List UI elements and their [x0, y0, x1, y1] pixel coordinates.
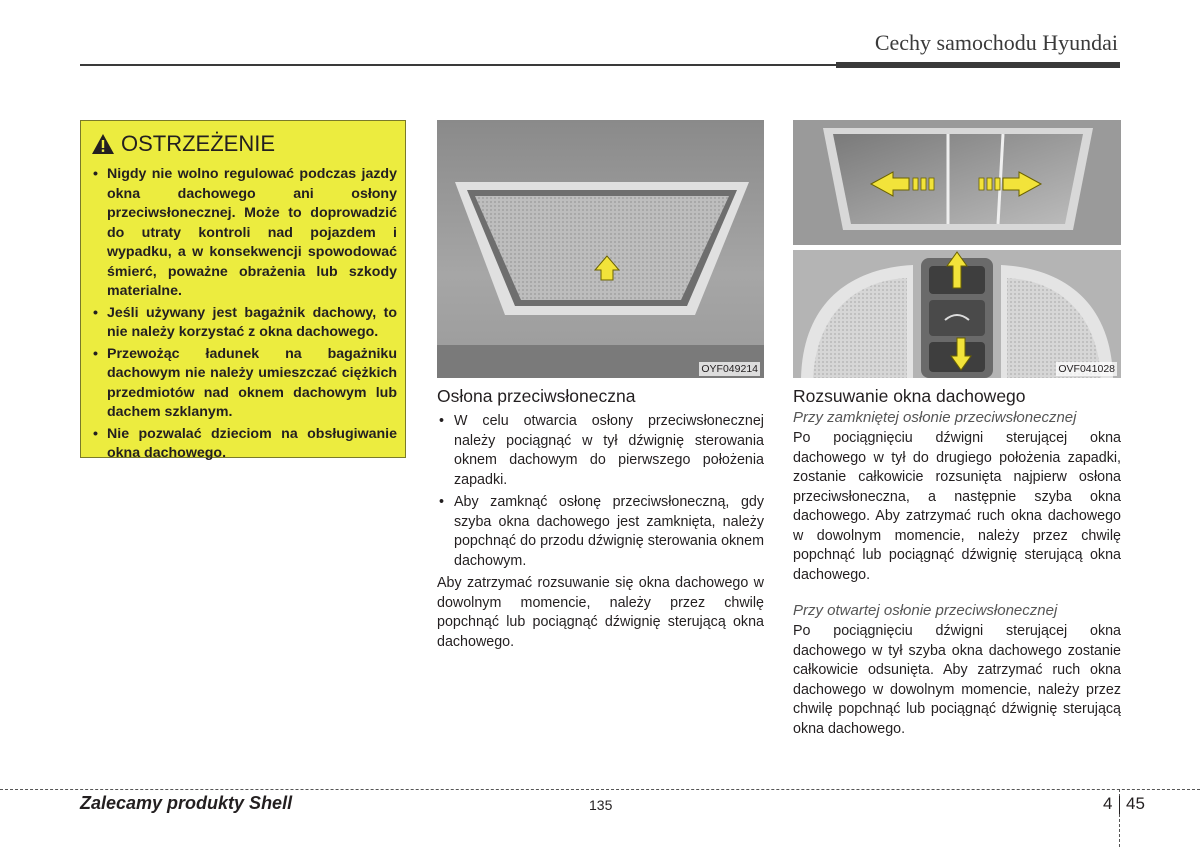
warning-item: • Przewożąc ładunek na bagażniku dachowym nie należy umieszczać ciężkich przedmiotów nad oknem dachowym lub dachem szklanym. [91, 345, 397, 423]
sunshade-figure [437, 120, 764, 378]
warning-item: • Nie pozwalać dzieciom na obsługiwanie okna dachowego. [91, 425, 397, 464]
figure-code: OVF041028 [1058, 363, 1115, 375]
warning-item: • Nigdy nie wolno regulować podczas jazdy okna dachowego ani osłony przeciwsłonecznej. Może to doprowadzić do utraty kontroli nad pojazdem i wypadku, a w konsekwencji spowodować śmierć, poważne obrażenia lub szkody materialne. [91, 165, 397, 302]
section-heading: Rozsuwanie okna dachowego [793, 386, 1026, 406]
bullet-item: • Aby zamknąć osłonę przeciwsłoneczną, gdy szyba okna dachowego jest zamknięta, należy popchnąć do przodu dźwignię sterowania oknem dachowym. [437, 493, 764, 571]
section-heading: Osłona przeciwsłoneczna [437, 386, 636, 406]
chapter-page-number: 45 [1126, 794, 1145, 813]
figure-code: OYF049214 [701, 363, 758, 375]
footer-brand: Zalecamy produkty Shell [80, 793, 293, 813]
paragraph: Po pociągnięciu dźwigni sterującej okna dachowego w tył do drugiego położenia zapadki, zostanie całkowicie rozsunięta najpierw osłona przeciwsłoneczna, a następnie szyba okna dachowego. Aby zatrzymać ruch okna dachowego w dowolnym momencie, należy przez chwilę popchnąć lub pociągnąć dźwignię sterującą okna dachowego. [793, 430, 1121, 583]
sunshade-illustration [437, 120, 764, 378]
warning-triangle-icon [91, 133, 115, 155]
section1-body [437, 412, 764, 652]
header-bar [836, 62, 1120, 68]
warning-list [91, 165, 397, 466]
warning-title-row [91, 131, 275, 157]
sunroof-figure [793, 120, 1121, 378]
chapter-number: 4 [1103, 794, 1113, 813]
section2-body [793, 408, 1121, 739]
warning-box [80, 120, 406, 461]
warning-title: OSTRZEŻENIE [121, 131, 276, 156]
bullet-item: • W celu otwarcia osłony przeciwsłonecznej należy pociągnąć w tył dźwignię sterowania oknem dachowym do pierwszego położenia zapadki. [437, 412, 764, 490]
sunroof-illustration [793, 120, 1121, 378]
subheading: Przy zamkniętej osłonie przeciwsłonecznej [793, 409, 1077, 426]
subheading: Przy otwartej osłonie przeciwsłonecznej [793, 602, 1058, 619]
paragraph: Po pociągnięciu dźwigni sterującej okna dachowego w tył szyba okna dachowego zostanie całkowicie odsunięta. Aby zatrzymać ruch okna dachowego w dowolnym momencie, należy przez chwilę popchnąć lub pociągnąć dźwignię sterującą okna dachowego. [793, 623, 1121, 737]
warning-item: • Jeśli używany jest bagażnik dachowy, to nie należy korzystać z okna dachowego. [91, 304, 397, 343]
footer-separator [1119, 796, 1120, 814]
header-title: Cechy samochodu Hyundai [874, 30, 1118, 55]
page-number: 135 [589, 797, 613, 813]
paragraph: Aby zatrzymać rozsuwanie się okna dachowego w dowolnym momencie, należy przez chwilę popchnąć lub pociągnąć dźwignię sterującą okna dachowego. [437, 575, 764, 650]
footer-rule [0, 789, 1200, 790]
